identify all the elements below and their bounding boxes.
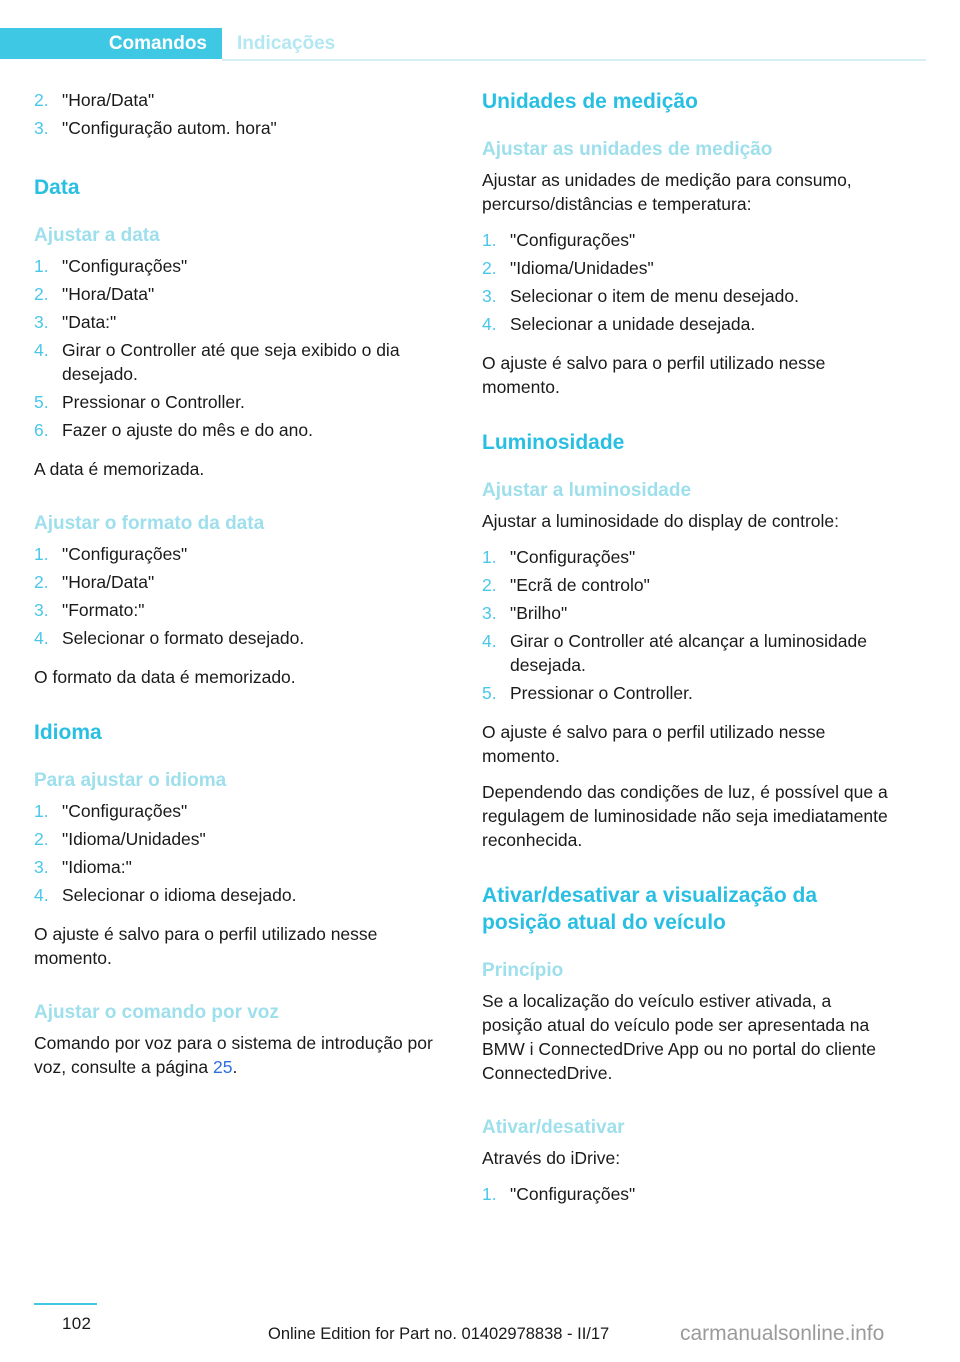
breadcrumb-tabbar [0,28,960,59]
step-text: Pressionar o Controller. [62,392,245,412]
step-number: 3. [34,857,49,877]
subheading-principio: Princípio [482,960,564,981]
note-text-condicoes-luz: Dependendo das condições de luz, é possível que a regulagem de luminosidade não seja imediatamente reconhecida. [482,782,888,850]
tab-comandos[interactable]: Comandos [0,28,222,59]
comando-voz-text-before: Comando por voz para o sistema de introdução por voz, consulte a página [34,1033,433,1077]
comando-voz-text-after: . [232,1057,238,1077]
list-item [34,626,448,650]
step-text: "Data:" [62,312,117,332]
step-text: Selecionar o item de menu desejado. [510,286,799,306]
step-text: "Hora/Data" [62,572,155,592]
step-number: 4. [34,885,49,905]
step-text: Selecionar a unidade desejada. [510,314,756,334]
step-list-ativar-desativar [482,1182,896,1206]
step-number: 2. [34,284,49,304]
closing-text-formato-memorizado: O formato da data é memorizado. [34,667,296,687]
page-number: 102 [62,1314,92,1333]
footer-divider [34,1303,97,1305]
left-column [34,88,448,1079]
step-text: Pressionar o Controller. [510,683,693,703]
step-text: "Idioma/Unidades" [510,258,654,278]
list-item [34,542,448,566]
step-list-formato-data [34,542,448,650]
step-number: 1. [482,230,497,250]
step-text: "Hora/Data" [62,90,155,110]
step-number: 4. [34,628,49,648]
list-item [34,390,448,414]
step-text: "Ecrã de controlo" [510,575,650,595]
list-item [482,573,896,597]
intro-text-unidades: Ajustar as unidades de medição para consumo, percurso/distâncias e temperatura: [482,170,852,214]
step-text: "Configurações" [510,547,636,567]
list-item [34,570,448,594]
step-text: Selecionar o idioma desejado. [62,885,297,905]
step-text: "Configuração autom. hora" [62,118,277,138]
list-item [482,601,896,625]
step-number: 2. [34,829,49,849]
step-number: 5. [34,392,49,412]
step-text: "Configurações" [510,1184,636,1204]
step-number: 3. [34,600,49,620]
section-heading-idioma: Idioma [34,721,102,744]
step-list-ajustar-data [34,254,448,442]
step-list-top [34,88,448,140]
subheading-ajustar-unidades-medicao: Ajustar as unidades de medição [482,139,773,160]
step-text: "Configurações" [510,230,636,250]
step-text: "Brilho" [510,603,568,623]
step-text: "Formato:" [62,600,145,620]
step-number: 2. [482,258,497,278]
step-text: Selecionar o formato desejado. [62,628,305,648]
right-column [482,88,896,1210]
list-item [482,1182,896,1206]
subheading-ajustar-comando-voz: Ajustar o comando por voz [34,1002,279,1023]
list-item [34,855,448,879]
closing-text-data-memorizada: A data é memorizada. [34,459,205,479]
step-number: 5. [482,683,497,703]
header-divider [222,59,926,61]
section-heading-posicao-veiculo: Ativar/desativar a visualização da posição atual do veículo [482,884,818,934]
list-item [482,312,896,336]
step-number: 2. [34,90,49,110]
list-item [482,629,896,677]
step-text: "Hora/Data" [62,284,155,304]
step-number: 4. [482,631,497,651]
subheading-ajustar-formato-data: Ajustar o formato da data [34,513,265,534]
intro-text-luminosidade: Ajustar a luminosidade do display de controle: [482,511,840,531]
list-item [34,598,448,622]
comando-voz-text [34,1031,448,1079]
step-text: "Configurações" [62,544,188,564]
step-list-unidades [482,228,896,336]
principio-text: Se a localização do veículo estiver ativada, a posição atual do veículo pode ser apresentada na BMW i ConnectedDrive App ou no portal do cliente ConnectedDrive. [482,991,876,1083]
list-item [482,256,896,280]
section-heading-unidades-medicao: Unidades de medição [482,90,698,113]
step-text: "Idioma/Unidades" [62,829,206,849]
subheading-ajustar-luminosidade: Ajustar a luminosidade [482,480,692,501]
closing-text-ajuste-salvo-luminosidade: O ajuste é salvo para o perfil utilizado nesse momento. [482,722,826,766]
section-heading-luminosidade: Luminosidade [482,431,625,454]
step-number: 1. [482,1184,497,1204]
list-item [34,338,448,386]
intro-text-idrive: Através do iDrive: [482,1148,621,1168]
list-item [34,88,448,112]
subheading-ativar-desativar: Ativar/desativar [482,1117,625,1138]
closing-text-ajuste-salvo-idioma: O ajuste é salvo para o perfil utilizado nesse momento. [34,924,378,968]
list-item [34,310,448,334]
list-item [482,284,896,308]
step-number: 4. [34,340,49,360]
edition-notice: Online Edition for Part no. 01402978838 - II/17 [268,1325,610,1343]
step-number: 3. [482,603,497,623]
step-number: 1. [34,544,49,564]
list-item [34,282,448,306]
subheading-ajustar-a-data: Ajustar a data [34,225,160,246]
step-number: 2. [482,575,497,595]
step-text: Girar o Controller até alcançar a luminosidade desejada. [510,631,867,675]
watermark: carmanualsonline.info [680,1322,885,1345]
step-text: Girar o Controller até que seja exibido o dia desejado. [62,340,400,384]
step-number: 4. [482,314,497,334]
list-item [34,418,448,442]
step-text: "Configurações" [62,801,188,821]
step-number: 3. [482,286,497,306]
list-item [482,681,896,705]
step-number: 3. [34,312,49,332]
step-number: 2. [34,572,49,592]
step-number: 1. [34,256,49,276]
tab-indicacoes[interactable]: Indicações [237,33,336,54]
step-text: Fazer o ajuste do mês e do ano. [62,420,313,440]
step-text: "Configurações" [62,256,188,276]
step-list-luminosidade [482,545,896,705]
list-item [482,545,896,569]
closing-text-ajuste-salvo-unidades: O ajuste é salvo para o perfil utilizado nesse momento. [482,353,826,397]
step-list-idioma [34,799,448,907]
step-text: "Idioma:" [62,857,132,877]
list-item [34,827,448,851]
page-reference-link[interactable]: 25 [213,1057,233,1077]
list-item [482,228,896,252]
step-number: 1. [34,801,49,821]
section-heading-data: Data [34,176,80,199]
list-item [34,116,448,140]
list-item [34,883,448,907]
step-number: 6. [34,420,49,440]
subheading-para-ajustar-idioma: Para ajustar o idioma [34,770,227,791]
list-item [34,254,448,278]
step-number: 3. [34,118,49,138]
list-item [34,799,448,823]
step-number: 1. [482,547,497,567]
page-header [0,0,960,62]
